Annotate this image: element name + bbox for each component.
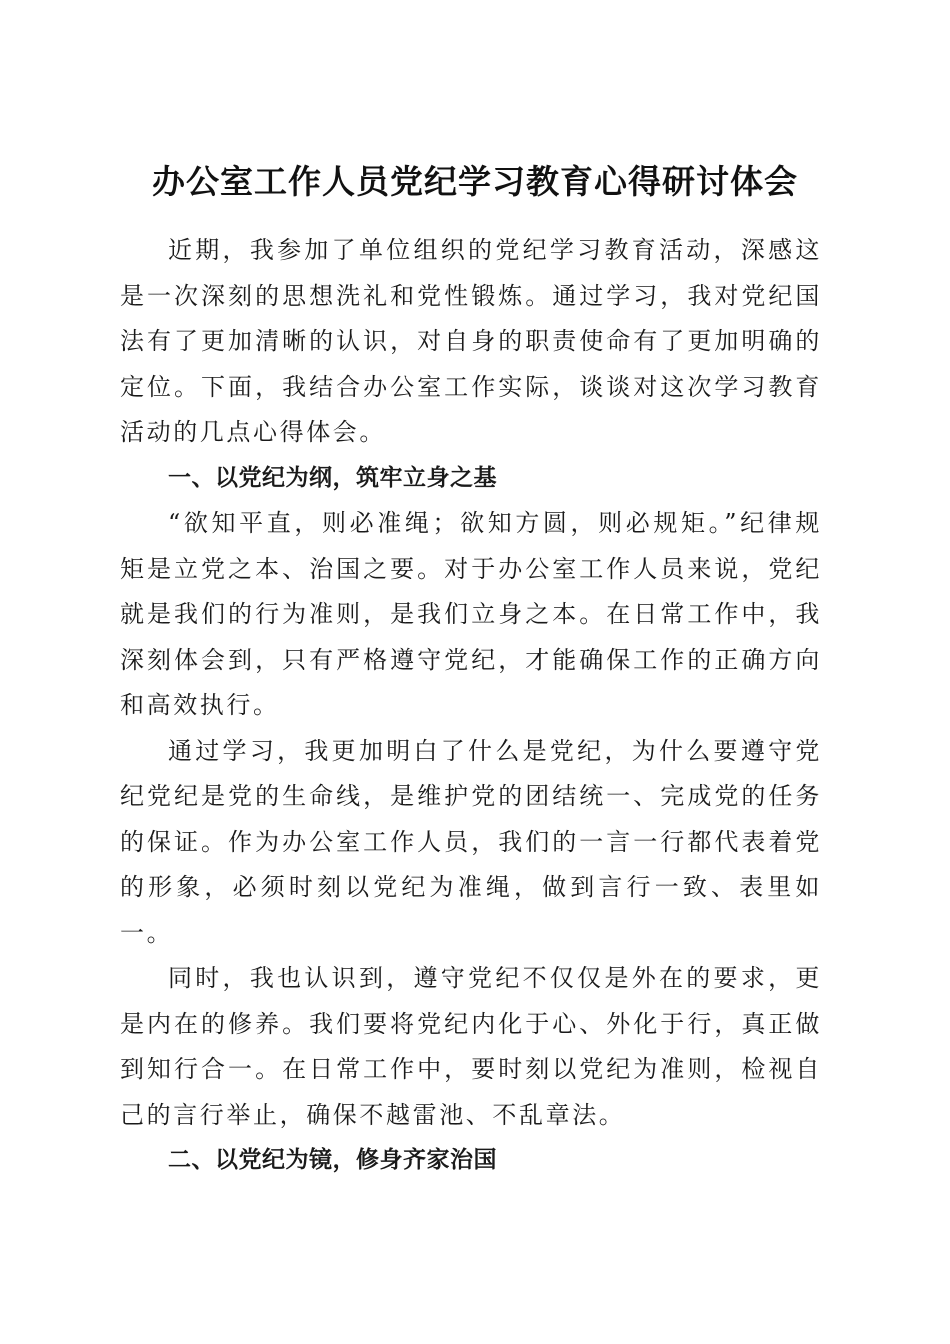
paragraph-intro: 近期，我参加了单位组织的党纪学习教育活动，深感这是一次深刻的思想洗礼和党性锻炼。通过学习，我对党纪国法有了更加清晰的认识，对自身的职责使命有了更加明确的定位。下面，我结合办公室工作实际，谈谈对这次学习教育活动的几点心得体会。 [120,236,822,446]
document-body [120,228,822,1184]
section-heading-2: 二、以党纪为镜，修身齐家治国 [168,1147,497,1173]
paragraph-discipline-quote: “欲知平直，则必准绳；欲知方圆，则必规矩。”纪律规矩是立党之本、治国之要。对于办公室工作人员来说，党纪就是我们的行为准则，是我们立身之本。在日常工作中，我深刻体会到，只有严格遵守党纪，才能确保工作的正确方向和高效执行。 [120,509,822,719]
paragraph-self-cultivation: 同时，我也认识到，遵守党纪不仅仅是外在的要求，更是内在的修养。我们要将党纪内化于心、外化于行，真正做到知行合一。在日常工作中，要时刻以党纪为准则，检视自己的言行举止，确保不越雷池、不乱章法。 [120,964,822,1129]
section-heading-1: 一、以党纪为纲，筑牢立身之基 [168,464,497,491]
paragraph-understanding: 通过学习，我更加明白了什么是党纪，为什么要遵守党纪党纪是党的生命线，是维护党的团结统一、完成党的任务的保证。作为办公室工作人员，我们的一言一行都代表着党的形象，必须时刻以党纪为准绳，做到言行一致、表里如一。 [120,736,822,947]
document-title: 办公室工作人员党纪学习教育心得研讨体会 [152,162,798,202]
